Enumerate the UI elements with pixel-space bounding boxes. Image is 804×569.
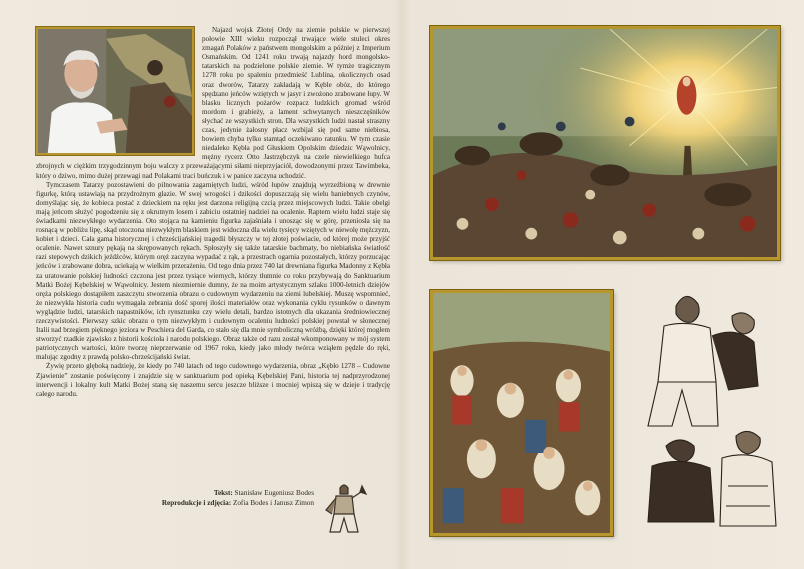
battle-painting-madonna-in-tree (430, 26, 780, 260)
knight-drawing-icon (318, 480, 370, 538)
article-paragraph: Żywię przeto głęboką nadzieję, że kiedy po 740 latach od tego cudownego wydarzenia, obraz „Kębło 1278 – Cudowne Zjawienie” zostanie poświęcony i znajdzie się w sanktuarium pod opieką Kębelskiej Pani, historia tej nadprzyrodzonej interwencji i lokalny kult Matki Bożej staną się naszemu sercu jeszcze bliższe i mocniej wpiszą się w dzieje i tradycję całego narodu. (36, 362, 390, 398)
portrait-wrap-spacer (36, 26, 202, 162)
credits-text-author: Stanisław Eugeniusz Bodes (234, 489, 314, 497)
article-paragraph: Najazd wojsk Złotej Ordy na ziemie polskie w pierwszej połowie XIII wieku rozpoczął trwające wiele stuleci okres zmagań Polaków z państwem mongolskim a później z Imperium Osmańskim. Od 1241 roku trwają najazdy hord mongolsko-tatarskich na podzielone polskie ziemie. W tymże tragicznym 1278 roku po spaleniu przedmieść Lublina, okolicznych osad oraz dworów, Tatarzy zakładają w Kęble obóz, do którego spędzano jeńców wziętych w jasyr i zwożono zrabowane łupy. W blasku licznych pożarów rozpacz ludzkich gromad wśród mordom i grabieży, a lament schwytanych nieszczęśników słychać ze wszystkich stron. Dla wszystkich ludzi nastał straszny czas, jedynie żałosny płacz wzbijał się pod same niebiosa, bowiem chyba tylko stamtąd oczekiwano ratunku. W tym czasie niedaleko Kębła pod Głuskiem Opolskim dziedzic Wąwolnicy, mężny rycerz Otto Jastrzębczyk na czele niewielkiego hufca zbrojnych w ciężkim trzygodzinnym boju walczy z przeważającymi siłami nieprzyjaciół, dowodzonymi przez Tawimbeka, który o dziwo, mimo dużej przewagi nad Polakami traci buńczuk i w panice zaczyna uchodzić. (36, 26, 390, 180)
article-body (36, 26, 390, 466)
credits-text-label: Tekst: (213, 489, 233, 497)
credits-repro-label: Reprodukcje i zdjęcia: (161, 499, 232, 507)
pencil-sketch-figures (636, 286, 786, 536)
credits-text-line (100, 488, 314, 498)
article-paragraph: Tymczasem Tatarzy pozostawieni do pilnowania zagarniętych ludzi, wśród łupów znajdują wyrzeźbioną w drewnie figurkę, którą ustawiają na przydrożnym głazie. W swej wrogości i dzikości dopuszczają się wielu haniebnych czynów, domyślając się, że kobieca postać z dzieckiem na ręku jest darzona religijną czcią przez miejscowych ludzi. Takie obelgi mają jeńcom służyć pogodzeniu się z okrutnym losem i zabiciu ostatniej nadziei na ocalenie. Raptem wielu ludzi staje się świadkami niezwykłego wydarzenia. Oto stojąca na kamieniu figurka zajaśniała i unosząc się w górę, przeniosła się na rosnącą w pobliżu lipę, skąd otoczona niezwykłym blaskiem jest widoczna dla wielu tysięcy wziętych w niewolę mężczyzn, kobiet i dzieci. Cała gama historycznej i chrześcijańskiej tragedii błyszczy w tej złotej poświacie, od której może przyjść ocalenie. Nawet sznury pękają na skrępowanych rękach. Spłoszyły się także tatarskie bachmaty, bo niebiańska światłość razi stepowych dzikich jeźdźców, którym oręż zaczyna wypadać z rąk, a przestrach ogarnia pozostałych, którzy porzucając jeńców i zrabowane dobra, uciekają w wielkim przerażeniu. Od tego dnia przez 740 lat drewniana figurka Madonny z Kębła za uratowanie polskiej ludności czczona jest przez tysiące wiernych, którzy tłumnie co roku przybywają do Sanktuarium Matki Bożej Kębelskiej w Wąwolnicy. Jestem niezmiernie dumny, że na moim artystycznym szlaku 1000-letnich dziejów oręża polskiego dostąpiłem zaszczytu stworzenia obrazu o cudownym wydarzeniu na ziemi lubelskiej. Muszę wspomnieć, że niezwykła historia cudu wymagała zebrania dość sporej ilości materiałów oraz wykonania cyklu rysunków o dawnym wyglądzie ludzi, tatarskich napastników, ich rynsztunku czy wielu detali, bardzo istotnych dla ukazania średniowiecznej rzeczywistości. Pierwszy szkic obrazu o tym niezwykłym i cudownym ocaleniu ludności polskiej powstał w słonecznej Italii nad brzegiem pięknego jeziora w Peschiera del Garda, co stało się dla mnie symboliczną wróżbą, dzięki której mogłem stworzyć rzadkie zjawisko z historii kościoła i narodu polskiego. Obraz także od razu został wkomponowany w mój system patriotycznych wartości, które tworzę nieprzerwanie od 1967 roku, kiedy jako młody twórca wziąłem pędzle do ręki, malując zgodny z prawdą polsko-chrześcijański świat. (36, 180, 390, 362)
credits-repro-line (100, 498, 314, 508)
credits-repro-authors: Zofia Bodes i Janusz Zimon (232, 499, 314, 507)
credits-block (100, 488, 314, 508)
captives-crowd-painting (430, 290, 613, 536)
